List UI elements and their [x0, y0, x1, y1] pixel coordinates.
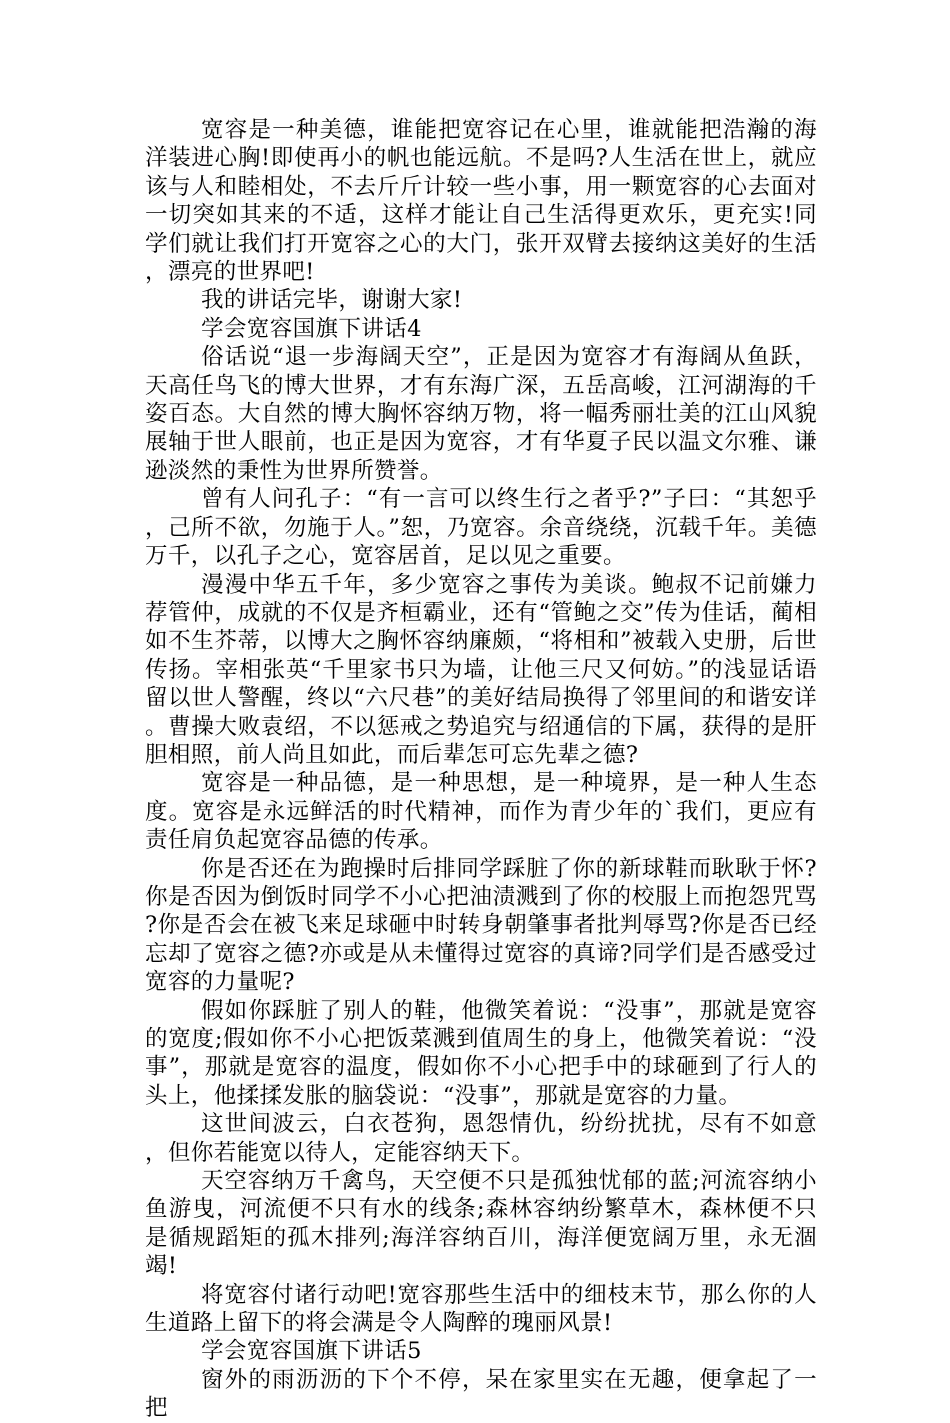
- paragraph: 你是否还在为跑操时后排同学踩脏了你的新球鞋而耿耿于怀?你是否因为倒饭时同学不小心把油渍溅到了你的校服上而抱怨咒骂?你是否会在被飞来足球砸中时转身朝肇事者批判辱骂?你是否已经忘却了宽容之德?亦或是从未懂得过宽容的真谛?同学们是否感受过宽容的力量呢?: [145, 855, 817, 996]
- section-heading: 学会宽容国旗下讲话5: [201, 1338, 422, 1365]
- paragraph: 曾有人问孔子：“有一言可以终生行之者乎?”子曰：“其恕乎，己所不欲，勿施于人。”恕，乃宽容。余音绕绕，沉载千年。美德万千，以孔子之心，宽容居首，足以见之重要。: [145, 486, 817, 570]
- paragraph: 宽容是一种美德，谁能把宽容记在心里，谁就能把浩瀚的海洋装进心胸!即使再小的帆也能远航。不是吗?人生活在世上，就应该与人和睦相处，不去斤斤计较一些小事，用一颗宽容的心去面对一切突如其来的不适，这样才能让自己生活得更欢乐，更充实!同学们就让我们打开宽容之心的大门，张开双臂去接纳这美好的生活，漂亮的世界吧!: [145, 117, 817, 286]
- paragraph: 我的讲话完毕，谢谢大家!: [201, 287, 463, 314]
- paragraph: 这世间波云，白衣苍狗，恩怨情仇，纷纷扰扰，尽有不如意，但你若能宽以待人，定能容纳天下。: [145, 1111, 817, 1166]
- paragraph: 将宽容付诸行动吧!宽容那些生活中的细枝末节，那么你的人生道路上留下的将会满是令人陶醉的瑰丽风景!: [145, 1281, 817, 1337]
- paragraph: 窗外的雨沥沥的下个不停，呆在家里实在无趣，便拿起了一把: [145, 1366, 817, 1422]
- paragraph: 假如你踩脏了别人的鞋，他微笑着说：“没事”，那就是宽容的宽度;假如你不小心把饭菜溅到值周生的身上，他微笑着说：“没事”，那就是宽容的温度，假如你不小心把手中的球砸到了行人的头上，他揉揉发胀的脑袋说：“没事”，那就是宽容的力量。: [145, 997, 817, 1109]
- document-body: [145, 116, 817, 1423]
- paragraph: 漫漫中华五千年，多少宽容之事传为美谈。鲍叔不记前嫌力荐管仲，成就的不仅是齐桓霸业，还有“管鲍之交”传为佳话，蔺相如不生芥蒂，以博大之胸怀容纳廉颇，“将相和”被载入史册，后世传扬。宰相张英“千里家书只为墙，让他三尺又何妨。”的浅显话语留以世人警醒，终以“六尺巷”的美好结局换得了邻里间的和谐安详。曹操大败袁绍，不以惩戒之势追究与绍通信的下属，获得的是肝胆相照，前人尚且如此，而后辈怎可忘先辈之德?: [145, 571, 817, 768]
- paragraph: 宽容是一种品德，是一种思想，是一种境界，是一种人生态度。宽容是永远鲜活的时代精神，而作为青少年的`我们，更应有责任肩负起宽容品德的传承。: [145, 770, 817, 854]
- paragraph: 俗话说“退一步海阔天空”，正是因为宽容才有海阔从鱼跃，天高任鸟飞的博大世界，才有东海广深，五岳高峻，江河湖海的千姿百态。大自然的博大胸怀容纳万物，将一幅秀丽壮美的江山风貌展轴于世人眼前，也正是因为宽容，才有华夏子民以温文尔雅、谦逊淡然的秉性为世界所赞誉。: [145, 344, 817, 484]
- paragraph: 天空容纳万千禽鸟，天空便不只是孤独忧郁的蓝;河流容纳小鱼游曳，河流便不只有水的线条;森林容纳纷繁草木，森林便不只是循规蹈矩的孤木排列;海洋容纳百川，海洋便宽阔万里，永无涸竭!: [145, 1168, 817, 1280]
- section-heading: 学会宽容国旗下讲话4: [201, 315, 422, 342]
